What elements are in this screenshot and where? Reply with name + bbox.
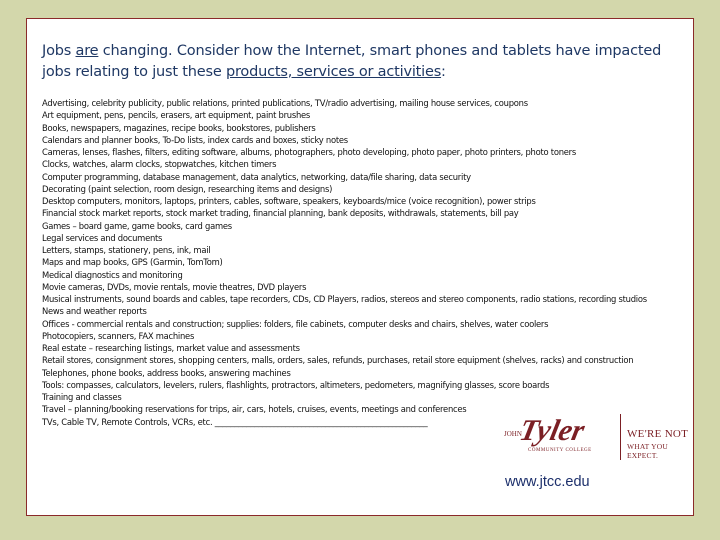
logo-tagline [620,414,697,460]
heading-part-2: changing. Consider how the Internet, smart phones and tablets have impacted jobs relating to just these [42,43,662,80]
list-item: Medical diagnostics and monitoring [42,269,183,280]
list-item: Offices - commercial rentals and construction; supplies: folders, file cabinets, computer desks and chairs, shelves, water coolers [42,318,549,329]
logo-wordmark [504,414,604,464]
logo-john-text: JOHN [504,430,522,438]
heading-part-3: : [441,64,446,80]
heading-underline-are: are [75,43,99,59]
list-item: Desktop computers, monitors, laptops, printers, cables, software, speakers, keyboards/mice (voice recognition), power strips [42,196,536,206]
list-item: Advertising, celebrity publicity, public relations, printed publications, TV/radio advertising, mailing house services, coupons [42,98,528,108]
list-item: Travel – planning/booking reservations for trips, air, cars, hotels, cruises, events, meetings and conferences [42,404,467,415]
list-item: Real estate – researching listings, market value and assessments [42,343,300,353]
list-item: Letters, stamps, stationery, pens, ink, mail [42,245,211,255]
list-item: Books, newspapers, magazines, recipe books, bookstores, publishers [42,122,316,133]
list-item: Movie cameras, DVDs, movie rentals, movie theatres, DVD players [42,281,307,292]
tagline-line-1: WE'RE NOT [627,428,689,440]
logo-script-text: Tyler [516,414,588,447]
list-item: Decorating (paint selection, room design, researching items and designs) [42,183,333,194]
logo-college-text: COMMUNITY COLLEGE [528,448,592,453]
list-item: TVs, Cable TV, Remote Controls, VCRs, etc. ______________________________________________________ [42,416,428,427]
list-item: Maps and map books, GPS (Garmin, TomTom) [42,257,223,268]
job-items-list [42,97,692,428]
heading-underline-products: products, services or activities [225,64,442,80]
list-item: Training and classes [42,392,122,402]
list-item: Clocks, watches, alarm clocks, stopwatches, kitchen timers [42,159,277,170]
list-item: Games – board game, game books, card games [42,220,232,231]
list-item: Computer programming, database management, data analytics, networking, data/file sharing, data security [42,171,471,182]
list-item: Calendars and planner books, To-Do lists, index cards and boxes, sticky notes [42,134,348,145]
list-item: Retail stores, consignment stores, shopping centers, malls, orders, sales, refunds, purchases, retail store equipment (shelves, racks) and construction [42,355,634,366]
list-item: News and weather reports [42,306,147,317]
college-logo [500,400,690,472]
tagline-line-2: WHAT YOU EXPECT. [627,442,668,460]
slide-heading [42,41,682,83]
list-item: Art equipment, pens, pencils, erasers, art equipment, paint brushes [42,110,311,121]
list-item: Photocopiers, scanners, FAX machines [42,330,195,341]
website-url: www.jtcc.edu [505,474,590,490]
list-item: Legal services and documents [42,232,163,243]
list-item: Cameras, lenses, flashes, filters, editing software, albums, photographers, photo developing, photo paper, photo printers, photo toners [42,147,576,157]
list-item: Tools: compasses, calculators, levelers, rulers, flashlights, protractors, altimeters, pedometers, magnifying glasses, score boards [42,379,550,390]
list-item: Musical instruments, sound boards and cables, tape recorders, CDs, CD Players, radios, stereos and stereo components, radio stations, recording studios [42,294,647,304]
list-item: Telephones, phone books, address books, answering machines [42,367,291,378]
list-item: Financial stock market reports, stock market trading, financial planning, bank deposits, withdrawals, statements, bill pay [42,208,519,219]
heading-part-1: Jobs [42,43,76,59]
